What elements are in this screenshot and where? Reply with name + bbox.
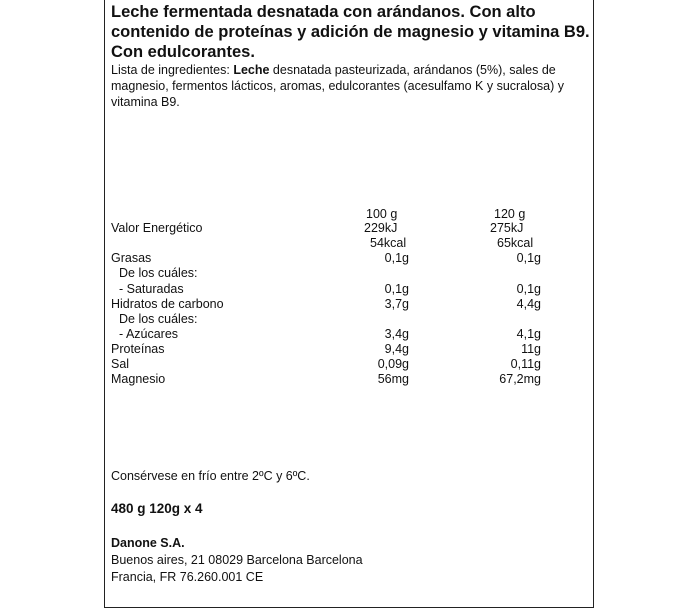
- nutrient-value-120g: 0,1g: [516, 282, 541, 296]
- nutrient-value-100g: 3,7g: [384, 297, 409, 311]
- nutrient-value-100g: 3,4g: [384, 327, 409, 341]
- energy-kcal-120: 65kcal: [497, 236, 534, 250]
- nutrient-label: De los cuáles:: [119, 266, 198, 280]
- package-size: 480 g 120g x 4: [111, 501, 203, 516]
- nutrient-value-120g: 0,11g: [510, 357, 541, 371]
- nutrient-label: De los cuáles:: [119, 312, 198, 326]
- nutrient-label: Grasas: [111, 251, 152, 265]
- table-row: [0, 281, 700, 297]
- nutrient-value-100g: 9,4g: [384, 342, 409, 356]
- nutrient-label: - Azúcares: [119, 327, 179, 341]
- table-row: [0, 296, 700, 312]
- nutrient-value-100g: 0,1g: [384, 251, 409, 265]
- nutrient-label: - Saturadas: [119, 282, 184, 296]
- table-row: [0, 265, 700, 281]
- table-row: [0, 341, 700, 357]
- ingredients-prefix: Lista de ingredientes:: [111, 63, 234, 77]
- energy-kj-100: 229kJ: [364, 221, 398, 235]
- storage-instructions: Consérvese en frío entre 2ºC y 6ºC.: [111, 469, 310, 483]
- table-row: [0, 371, 700, 387]
- nutrient-value-120g: 11g: [521, 342, 541, 356]
- nutrient-label: Sal: [111, 357, 130, 371]
- company-address: Buenos aires, 21 08029 Barcelona Barcelona: [111, 553, 363, 567]
- nutrient-value-120g: 67,2mg: [499, 372, 541, 386]
- energy-kcal-row: [0, 235, 700, 251]
- nutrient-value-100g: 0,09g: [377, 357, 409, 371]
- nutrient-label: Proteínas: [111, 342, 165, 356]
- energy-kcal-100: 54kcal: [370, 236, 407, 250]
- nutrient-label: Magnesio: [111, 372, 166, 386]
- table-row: [0, 311, 700, 327]
- company-country: Francia, FR 76.260.001 CE: [111, 570, 264, 584]
- nutrient-value-120g: 4,4g: [516, 297, 541, 311]
- energy-label: Valor Energético: [111, 221, 203, 235]
- company-name: Danone S.A.: [111, 536, 185, 550]
- nutrient-value-120g: 4,1g: [516, 327, 541, 341]
- table-row: [0, 250, 700, 266]
- col2-header: 120 g: [494, 207, 526, 221]
- energy-kj-120: 275kJ: [490, 221, 524, 235]
- col1-header: 100 g: [366, 207, 398, 221]
- table-row: [0, 356, 700, 372]
- table-row: [0, 326, 700, 342]
- ingredients-rest: desnatada pasteurizada, arándanos (5%), sales de magnesio, fermentos lácticos, aromas, edulcorantes (acesulfamo K y sucralosa) y vitamina B9.: [111, 63, 564, 109]
- energy-kj-row: [0, 220, 700, 236]
- nutrient-value-100g: 0,1g: [384, 282, 409, 296]
- nutrient-value-120g: 0,1g: [516, 251, 541, 265]
- product-title: Leche fermentada desnatada con arándanos. Con alto contenido de proteínas y adición de magnesio y vitamina B9. Con edulcorantes.: [111, 3, 590, 61]
- nutrient-value-100g: 56mg: [377, 372, 409, 386]
- ingredients-bold: Leche: [233, 63, 270, 77]
- nutrient-label: Hidratos de carbono: [111, 297, 224, 311]
- ingredients-list: [111, 62, 591, 110]
